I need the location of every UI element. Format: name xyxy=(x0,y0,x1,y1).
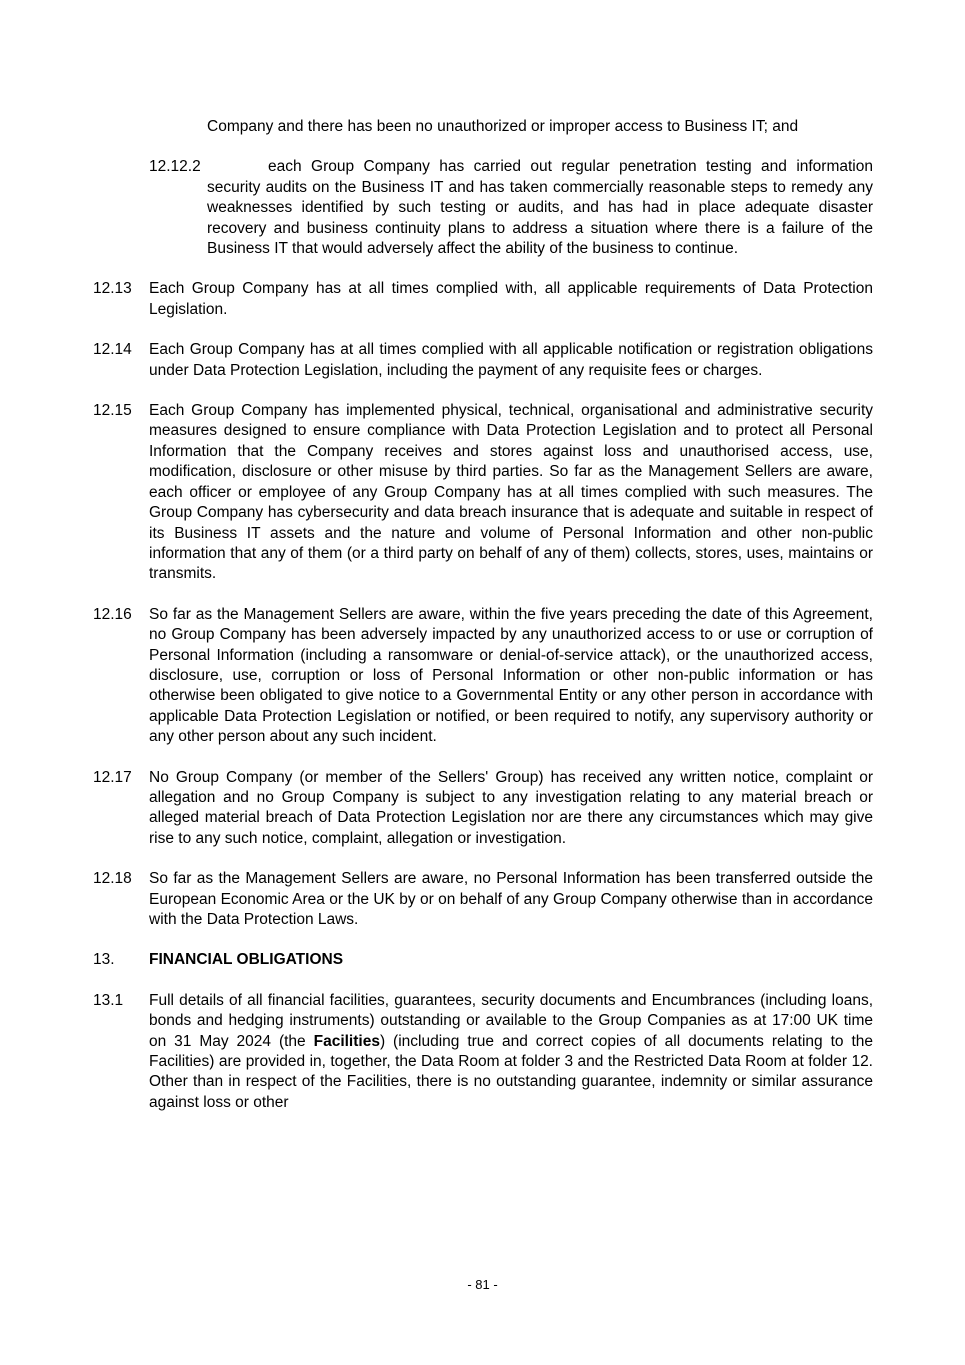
clause-text-segment: Full details of all financial facilities, guarantees, security documents and Encumbrances (including loans, bonds and hedging instruments) outstanding or available to the Group Companies as at 17:00 UK time on 31 May 2024 (the xyxy=(149,991,873,1050)
clause-number: 13.1 xyxy=(93,991,124,1009)
clause-number: 12.17 xyxy=(93,768,132,786)
clause-12-17 xyxy=(93,768,873,850)
document-content xyxy=(93,117,873,1133)
clause-number: 12.16 xyxy=(93,605,132,623)
clause-12-13 xyxy=(93,279,873,320)
clause-text: No Group Company (or member of the Sellers' Group) has received any written notice, complaint or allegation and no Group Company is subject to any investigation relating to any material breach or alleged material breach of Data Protection Legislation nor are there any circumstances which may give rise to any such notice, complaint, allegation or investigation. xyxy=(149,768,873,847)
clause-number: 12.12.2 xyxy=(149,158,201,176)
section-number: 13. xyxy=(93,951,115,969)
clause-text: So far as the Management Sellers are aware, no Personal Information has been transferred outside the European Economic Area or the UK by or on behalf of any Group Company otherwise than in accordance with the Data Protection Laws. xyxy=(149,870,873,928)
clause-12-12-1-continuation xyxy=(93,117,873,137)
clause-text: each Group Company has carried out regular penetration testing and information security audits on the Business IT and has taken commercially reasonable steps to remedy any weaknesses identified by such testing or audits, and has had in place adequate disaster recovery and business continuity plans to address a situation where there is a failure of the Business IT that would adversely affect the ability of the business to continue. xyxy=(207,158,873,258)
clause-text: Each Group Company has at all times complied with all applicable notification or registration obligations under Data Protection Legislation, including the payment of any requisite fees or charges. xyxy=(149,341,873,379)
clause-12-12-2 xyxy=(93,157,873,259)
clause-12-14 xyxy=(93,340,873,381)
section-heading-13 xyxy=(93,950,873,970)
clause-12-15 xyxy=(93,401,873,585)
defined-term-facilities: Facilities xyxy=(313,1032,380,1050)
clause-text: So far as the Management Sellers are aware, within the five years preceding the date of this Agreement, no Group Company has been adversely impacted by any unauthorized access to or use or corruption of Personal Information (including a ransomware or denial-of-service attack), or the unauthorized access, disclosure, use, corruption or loss of Personal Information or other non-public information or has otherwise been obligated to give notice to a Governmental Entity or any other person in accordance with applicable Data Protection Legislation or notified, or been required to notify, any supervisory authority or any other person about any such incident. xyxy=(149,605,873,746)
clause-text: Company and there has been no unauthorized or improper access to Business IT; and xyxy=(207,118,799,135)
clause-number: 12.13 xyxy=(93,280,132,298)
clause-number: 12.14 xyxy=(93,341,132,359)
clause-text: Each Group Company has implemented physical, technical, organisational and administrative security measures designed to ensure compliance with Data Protection Legislation and to protect all Personal Information that the Company receives and stores against loss and unauthorised access, use, modification, disclosure or other misuse by third parties. So far as the Management Sellers are aware, each officer or employee of any Group Company has at all times complied with such measures. The Group Company has cybersecurity and data breach insurance that is adequate and suitable in respect of its Business IT assets and the nature and volume of Personal Information and other non-public information that any of them (or a third party on behalf of any of them) collects, stores, uses, maintains or transmits. xyxy=(149,402,873,583)
clause-12-16 xyxy=(93,605,873,748)
clause-number: 12.15 xyxy=(93,402,132,420)
clause-text: Each Group Company has at all times complied with, all applicable requirements of Data Protection Legislation. xyxy=(149,280,873,318)
clause-number: 12.18 xyxy=(93,870,132,888)
clause-text xyxy=(149,991,873,1113)
clause-12-18 xyxy=(93,869,873,930)
page-number: - 81 - xyxy=(467,1277,498,1292)
section-title: FINANCIAL OBLIGATIONS xyxy=(149,951,344,969)
clause-13-1 xyxy=(93,991,873,1113)
clause-text-segment: ) (including true and correct copies of all documents relating to the Facilities) are provided in, together, the Data Room at folder 3 and the Restricted Data Room at folder 12. Other than in respect of the Facilities, there is no outstanding guarantee, indemnity or similar assurance against loss or other xyxy=(149,1032,873,1111)
